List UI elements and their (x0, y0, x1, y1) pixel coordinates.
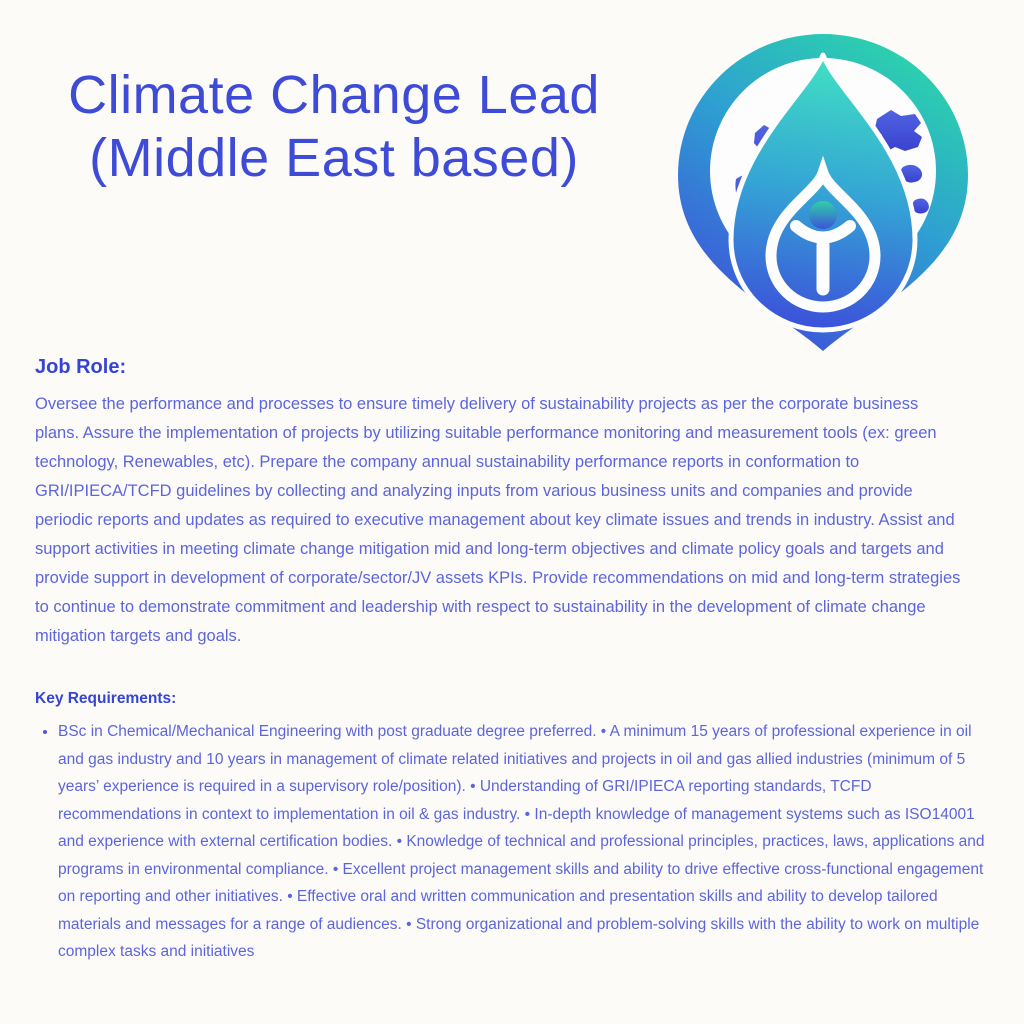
person-head (809, 201, 837, 229)
company-logo (672, 33, 974, 355)
page-title-line1: Climate Change Lead (68, 65, 600, 125)
key-requirements-heading: Key Requirements: (35, 690, 177, 707)
key-requirements-item: • BSc in Chemical/Mechanical Engineering with post graduate degree preferred. • A minimum 15 years of professional experience in oil and gas industry and 10 years in management of climate related initiatives and projects in oil and gas allied industries (minimum of 5 years’ experience is required in a supervisory role/position). • Understanding of GRI/IPIECA reporting standards, TCFD recommendations in context to implementation in oil & gas industry. • In-depth knowledge of management systems such as ISO14001 and experience with external certification bodies. • Knowledge of technical and professional principles, practices, laws, applications and programs in environmental compliance. • Excellent project management skills and ability to drive effective cross-functional engagement on reporting and other initiatives. • Effective oral and written communication and presentation skills and ability to develop tailored materials and messages for a range of audiences. • Strong organizational and problem-solving skills with the ability to work on multiple complex tasks and initiatives (58, 718, 986, 966)
job-role-description: Oversee the performance and processes to ensure timely delivery of sustainability projects as per the corporate business plans. Assure the implementation of projects by utilizing suitable performance monitoring and measurement tools (ex: green technology, Renewables, etc). Prepare the company annual sustainability performance reports in conformation to GRI/IPIECA/TCFD guidelines by collecting and analyzing inputs from various business units and companies and provide periodic reports and updates as required to executive management about key climate issues and trends in industry. Assist and support activities in meeting climate change mitigation mid and long-term objectives and climate policy goals and targets and provide support in development of corporate/sector/JV assets KPIs. Provide recommendations on mid and long-term strategies to continue to demonstrate commitment and leadership with respect to sustainability in the development of climate change mitigation targets and goals. (35, 395, 961, 645)
job-role-heading: Job Role: (35, 356, 127, 378)
globe-waterdrop-icon (672, 33, 974, 355)
page-title (0, 64, 668, 190)
key-requirements-list (38, 718, 986, 966)
page-title-line2: (Middle East based) (89, 128, 579, 189)
